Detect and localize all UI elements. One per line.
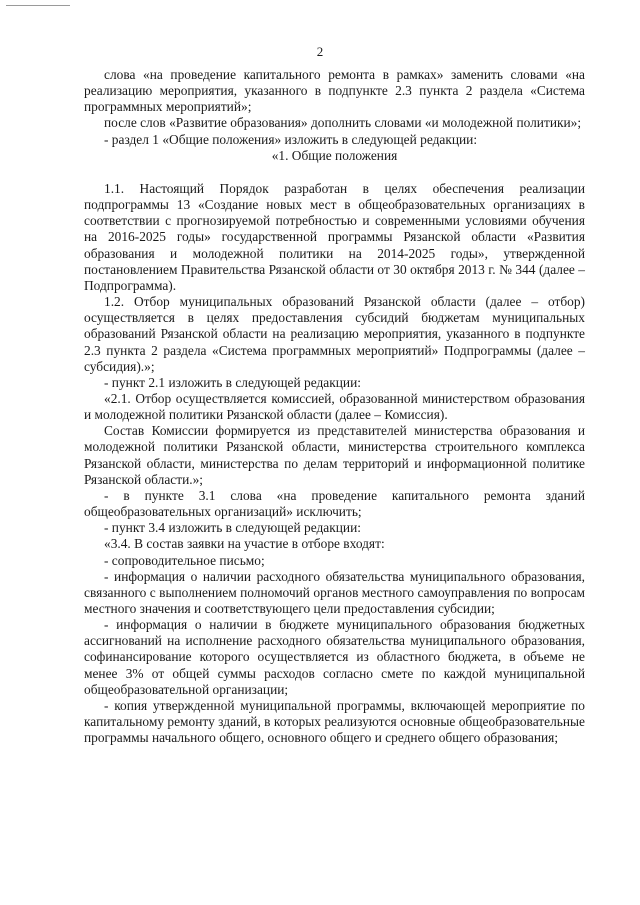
paragraph: Состав Комиссии формируется из представителей министерства образования и молодежной политики Рязанской области, министерства строительного комплекса Рязанской области, министерства по делам территорий и информационной политике Рязанской области.»; [84, 423, 585, 487]
paragraph: - раздел 1 «Общие положения» изложить в следующей редакции: [104, 131, 478, 147]
section-heading: «1. Общие положения [271, 147, 398, 163]
paragraph: - пункт 3.4 изложить в следующей редакции: [104, 520, 361, 536]
paragraph: - копия утвержденной муниципальной программы, включающей мероприятие по капитальному ремонту зданий, в которых реализуются основные общеобразовательные программы начального общего, основного общего и среднего общего образования; [84, 697, 585, 746]
page-number: 2 [316, 44, 324, 59]
paragraph: - пункт 2.1 изложить в следующей редакции: [104, 374, 361, 390]
paragraph: - в пункте 3.1 слова «на проведение капитального ремонта зданий общеобразовательных организаций» исключить; [84, 487, 585, 520]
paragraph: «3.4. В состав заявки на участие в отборе входят: [104, 536, 385, 552]
paragraph: - информация о наличии расходного обязательства муниципального образования, связанного с выполнением полномочий органов местного самоуправления по вопросам местного значения и соответствующего цели предоставления субсидии; [84, 568, 585, 616]
paragraph: 1.2. Отбор муниципальных образований Рязанской области (далее – отбор) осуществляется в целях предоставления субсидий бюджетам муниципальных образований Рязанской области на реализацию мероприятия, указанного в подпункте 2.3 пункта 2 раздела «Система программных мероприятий» Подпрограммы (далее – субсидия).»; [84, 294, 585, 374]
top-edge-line [6, 5, 70, 6]
paragraph: - сопроводительное письмо; [104, 552, 265, 568]
paragraph: «2.1. Отбор осуществляется комиссией, образованной министерством образования и молодежной политики Рязанской области (далее – Комиссия). [84, 390, 585, 423]
paragraph: 1.1. Настоящий Порядок разработан в целях обеспечения реализации подпрограммы 13 «Создание новых мест в общеобразовательных организациях в соответствии с прогнозируемой потребностью и современными условиями обучения на 2016-2025 годы» государственной программы Рязанской области «Развития образования и молодежной политики на 2014-2025 годы», утвержденной постановлением Правительства Рязанской области от 30 октября 2013 г. № 344 (далее – Подпрограмма). [84, 180, 585, 293]
paragraph: слова «на проведение капитального ремонта в рамках» заменить словами «на реализацию мероприятия, указанного в подпункте 2.3 пункта 2 раздела «Система программных мероприятий»; [84, 67, 585, 115]
document-body [84, 67, 585, 746]
paragraph: после слов «Развитие образования» дополнить словами «и молодежной политики»; [104, 115, 582, 131]
paragraph: - информация о наличии в бюджете муниципального образования бюджетных ассигнований на исполнение расходного обязательства муниципального образования, софинансирование которого осуществляется из областного бюджета, в объеме не менее 3% от общей суммы расходов согласно смете по каждой муниципальной общеобразовательной организации; [84, 617, 585, 697]
